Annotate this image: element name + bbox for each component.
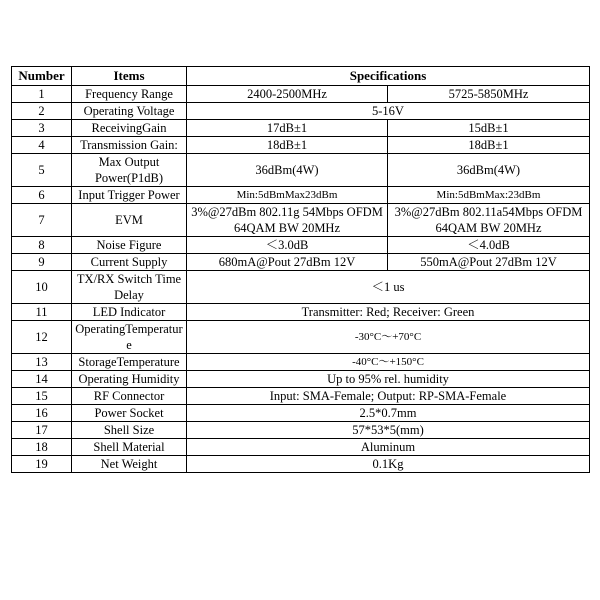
row-number: 15 xyxy=(12,388,72,405)
table-row xyxy=(12,388,590,405)
spec-value: Transmitter: Red; Receiver: Green xyxy=(187,304,590,321)
row-number: 11 xyxy=(12,304,72,321)
row-item: Power Socket xyxy=(72,405,187,422)
spec-value: 0.1Kg xyxy=(187,456,590,473)
spec-value: Aluminum xyxy=(187,439,590,456)
row-number: 4 xyxy=(12,137,72,154)
row-number: 19 xyxy=(12,456,72,473)
table-row xyxy=(12,86,590,103)
row-number: 17 xyxy=(12,422,72,439)
row-number: 14 xyxy=(12,371,72,388)
row-item: RF Connector xyxy=(72,388,187,405)
row-item: StorageTemperature xyxy=(72,354,187,371)
table-row xyxy=(12,405,590,422)
table-row xyxy=(12,304,590,321)
table-row xyxy=(12,103,590,120)
row-item: OperatingTemperature xyxy=(72,321,187,354)
spec-value-a: 680mA@Pout 27dBm 12V xyxy=(187,254,388,271)
table-row xyxy=(12,371,590,388)
spec-value-b: 5725-5850MHz xyxy=(388,86,590,103)
spec-value-a: Min:5dBmMax23dBm xyxy=(187,187,388,204)
spec-value: 57*53*5(mm) xyxy=(187,422,590,439)
spec-value-b: 15dB±1 xyxy=(388,120,590,137)
table-row xyxy=(12,137,590,154)
specifications-table xyxy=(11,66,590,473)
row-item: EVM xyxy=(72,204,187,237)
spec-value-a: 36dBm(4W) xyxy=(187,154,388,187)
spec-value-b: Min:5dBmMax:23dBm xyxy=(388,187,590,204)
row-number: 2 xyxy=(12,103,72,120)
spec-value: 5-16V xyxy=(187,103,590,120)
spec-value-b: ＜4.0dB xyxy=(388,237,590,254)
table-row xyxy=(12,271,590,304)
spec-value-b: 550mA@Pout 27dBm 12V xyxy=(388,254,590,271)
row-number: 3 xyxy=(12,120,72,137)
table-row xyxy=(12,187,590,204)
row-number: 6 xyxy=(12,187,72,204)
row-item: Noise Figure xyxy=(72,237,187,254)
row-item: Operating Voltage xyxy=(72,103,187,120)
row-number: 10 xyxy=(12,271,72,304)
spec-value-b: 36dBm(4W) xyxy=(388,154,590,187)
spec-value-a: 2400-2500MHz xyxy=(187,86,388,103)
header-row xyxy=(12,67,590,86)
row-number: 7 xyxy=(12,204,72,237)
table-row xyxy=(12,456,590,473)
row-number: 18 xyxy=(12,439,72,456)
row-number: 5 xyxy=(12,154,72,187)
row-item: Shell Material xyxy=(72,439,187,456)
row-item: Input Trigger Power xyxy=(72,187,187,204)
row-item: Shell Size xyxy=(72,422,187,439)
table-row xyxy=(12,422,590,439)
row-item: Operating Humidity xyxy=(72,371,187,388)
table-row xyxy=(12,439,590,456)
row-item: Current Supply xyxy=(72,254,187,271)
header-number: Number xyxy=(12,67,72,86)
spec-value-b: 3%@27dBm 802.11a54Mbps OFDM 64QAM BW 20MHz xyxy=(388,204,590,237)
row-item: ReceivingGain xyxy=(72,120,187,137)
row-number: 13 xyxy=(12,354,72,371)
row-number: 16 xyxy=(12,405,72,422)
header-specifications: Specifications xyxy=(187,67,590,86)
row-item: Frequency Range xyxy=(72,86,187,103)
table-row xyxy=(12,204,590,237)
spec-value: -30°C～+70°C xyxy=(187,321,590,354)
row-number: 9 xyxy=(12,254,72,271)
spec-value: Up to 95% rel. humidity xyxy=(187,371,590,388)
row-number: 12 xyxy=(12,321,72,354)
table-row xyxy=(12,254,590,271)
spec-value-a: 3%@27dBm 802.11g 54Mbps OFDM 64QAM BW 20MHz xyxy=(187,204,388,237)
table-row xyxy=(12,321,590,354)
spec-value-a: ＜3.0dB xyxy=(187,237,388,254)
row-item: TX/RX Switch Time Delay xyxy=(72,271,187,304)
row-number: 1 xyxy=(12,86,72,103)
row-item: Max Output Power(P1dB) xyxy=(72,154,187,187)
spec-value-a: 18dB±1 xyxy=(187,137,388,154)
spec-value: 2.5*0.7mm xyxy=(187,405,590,422)
spec-value: -40°C～+150°C xyxy=(187,354,590,371)
spec-value-b: 18dB±1 xyxy=(388,137,590,154)
row-item: Transmission Gain: xyxy=(72,137,187,154)
row-item: Net Weight xyxy=(72,456,187,473)
table-row xyxy=(12,120,590,137)
header-items: Items xyxy=(72,67,187,86)
row-item: LED Indicator xyxy=(72,304,187,321)
spec-value: ＜1 us xyxy=(187,271,590,304)
spec-value-a: 17dB±1 xyxy=(187,120,388,137)
row-number: 8 xyxy=(12,237,72,254)
spec-value: Input: SMA-Female; Output: RP-SMA-Female xyxy=(187,388,590,405)
table-row xyxy=(12,354,590,371)
table-row xyxy=(12,237,590,254)
table-row xyxy=(12,154,590,187)
